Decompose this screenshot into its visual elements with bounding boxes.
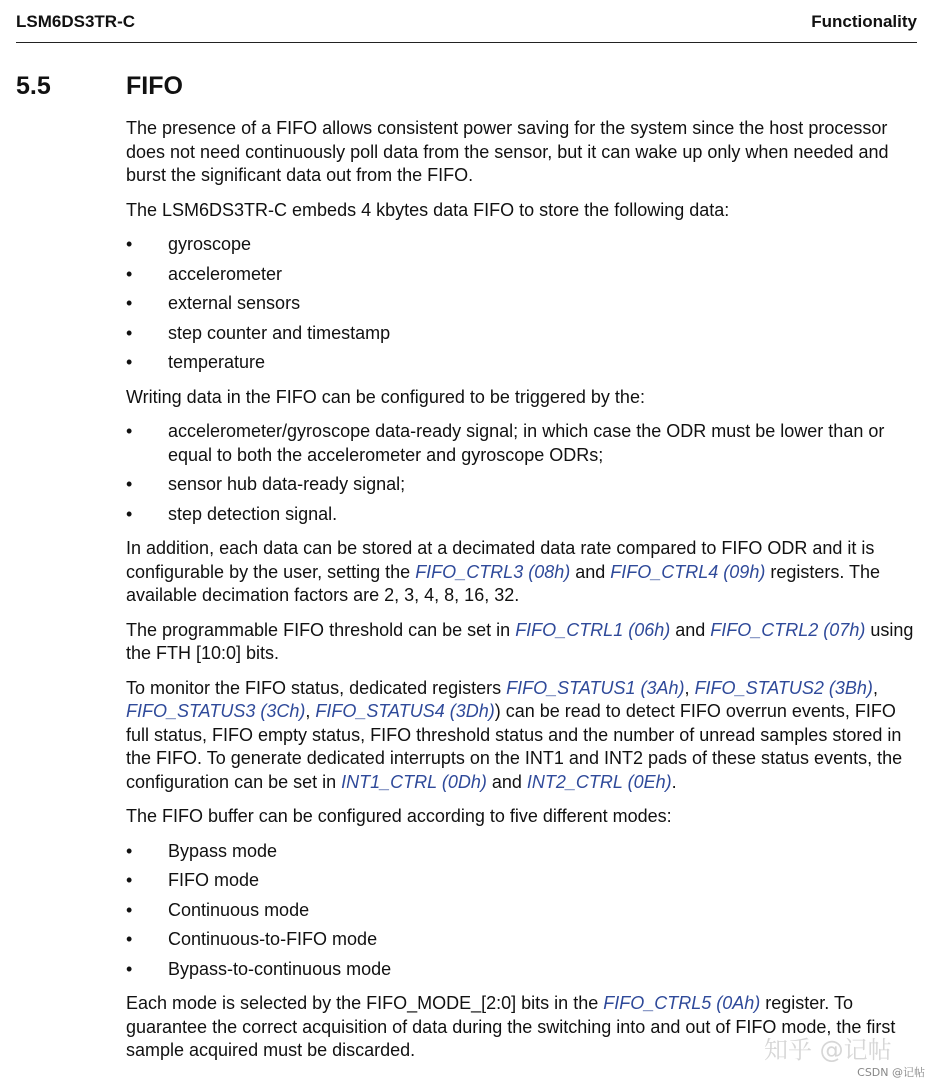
chapter-name: Functionality	[811, 12, 917, 31]
section-body	[126, 117, 921, 1074]
text-run: and	[486, 771, 527, 792]
mode-list	[126, 840, 921, 982]
register-link-fifo-ctrl4[interactable]: FIFO_CTRL4 (09h)	[610, 561, 766, 582]
text-run: and	[670, 619, 711, 640]
stored-data-list	[126, 233, 921, 375]
text-run: Each mode is selected by the FIFO_MODE_[2:0] bits in the	[126, 993, 604, 1013]
text-run: ,	[872, 677, 878, 698]
text-run: ) can be read to detect FIFO overrun events, FIFO full status, FIFO empty status, FIFO threshold status and the number of unread samples stored in the FIFO. To generate dedicated interrupts on the INT1 and INT2 pads of these status events, the configuration can be set in	[126, 701, 903, 792]
list-item: • accelerometer/gyroscope data-ready signal; in which case the ODR must be lower than or equal to both the accelerometer and gyroscope ODRs;	[126, 420, 921, 467]
text-run: using the FTH [10:0] bits.	[126, 619, 914, 663]
section-number: 5.5	[16, 72, 51, 100]
paragraph-triggers: Writing data in the FIFO can be configured to be triggered by the:	[126, 386, 645, 407]
list-item: • sensor hub data-ready signal;	[126, 473, 921, 497]
list-item: • Continuous mode	[126, 899, 921, 923]
paragraph-status	[126, 677, 921, 795]
register-link-fifo-ctrl3[interactable]: FIFO_CTRL3 (08h)	[415, 561, 571, 582]
register-link-fifo-ctrl1[interactable]: FIFO_CTRL1 (06h)	[515, 619, 671, 640]
section-title: FIFO	[126, 72, 183, 100]
list-item: • Continuous-to-FIFO mode	[126, 928, 921, 952]
text-run: .	[671, 771, 677, 792]
list-item: • external sensors	[126, 292, 921, 316]
text-run: To monitor the FIFO status, dedicated registers	[126, 677, 507, 698]
text-run: ,	[305, 701, 316, 721]
list-item: • Bypass-to-continuous mode	[126, 958, 921, 982]
text-run: In addition, each data can be stored at a decimated data rate compared to FIFO ODR and it is configurable by the user, setting the	[126, 538, 875, 582]
register-link-fifo-status1[interactable]: FIFO_STATUS1 (3Ah)	[506, 677, 685, 698]
paragraph-modes: The FIFO buffer can be configured according to five different modes:	[126, 806, 672, 826]
list-item: • gyroscope	[126, 233, 921, 257]
paragraph-threshold	[126, 619, 921, 666]
list-item: • temperature	[126, 351, 921, 375]
list-item: • Bypass mode	[126, 840, 921, 864]
register-link-fifo-ctrl5[interactable]: FIFO_CTRL5 (0Ah)	[603, 993, 761, 1013]
register-link-int1-ctrl[interactable]: INT1_CTRL (0Dh)	[341, 771, 487, 792]
list-item: • accelerometer	[126, 263, 921, 287]
text-run: and	[570, 561, 611, 582]
text-run: registers. The available decimation factors are 2, 3, 4, 8, 16, 32.	[126, 561, 881, 605]
paragraph-fifo-size: The LSM6DS3TR-C embeds 4 kbytes data FIFO to store the following data:	[126, 199, 730, 220]
text-run: ,	[684, 677, 695, 698]
register-link-fifo-status3[interactable]: FIFO_STATUS3 (3Ch)	[126, 701, 306, 721]
register-link-fifo-ctrl2[interactable]: FIFO_CTRL2 (07h)	[710, 619, 866, 640]
register-link-fifo-status4[interactable]: FIFO_STATUS4 (3Dh)	[315, 701, 495, 721]
text-run: The programmable FIFO threshold can be set in	[126, 619, 516, 640]
trigger-list	[126, 420, 921, 526]
paragraph-intro: The presence of a FIFO allows consistent power saving for the system since the host processor does not need continuously poll data from the sensor, but it can wake up only when needed and burst the significant data out from the FIFO.	[126, 118, 889, 185]
page-header	[16, 12, 917, 43]
list-item: • step detection signal.	[126, 503, 921, 527]
list-item: • FIFO mode	[126, 869, 921, 893]
doc-part-number: LSM6DS3TR-C	[16, 12, 136, 31]
list-item: • step counter and timestamp	[126, 322, 921, 346]
register-link-int2-ctrl[interactable]: INT2_CTRL (0Eh)	[526, 771, 672, 792]
paragraph-decimation	[126, 537, 921, 608]
text-run: register. To guarantee the correct acquisition of data during the switching into and out of FIFO mode, the first sample acquired must be discarded.	[126, 993, 896, 1060]
register-link-fifo-status2[interactable]: FIFO_STATUS2 (3Bh)	[694, 677, 873, 698]
watermark-small: CSDN @记帖	[857, 1066, 925, 1079]
watermark: 知乎 @记帖	[764, 1036, 892, 1064]
